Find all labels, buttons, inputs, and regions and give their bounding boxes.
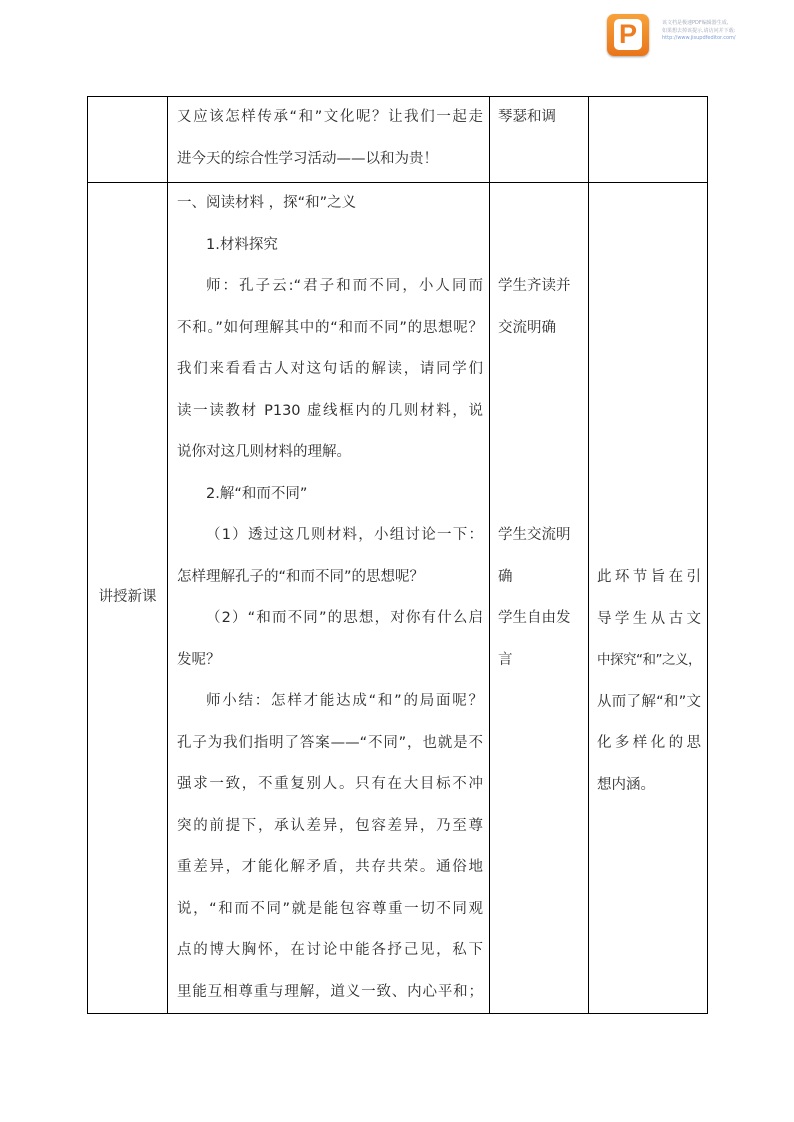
text-line: 点的博大胸怀，在讨论中能各抒己见，私下 [177, 942, 483, 958]
watermark-notice [662, 20, 792, 43]
text-line: （1）透过这几则材料，小组讨论一下： [206, 527, 483, 543]
text-line: 发呢？ [177, 651, 221, 668]
student-activity-text: 交流明确 [498, 319, 556, 336]
design-intent-text: 导学生从古文 [597, 610, 701, 627]
subheading-interpret: 2.解“和而不同” [206, 485, 308, 502]
table-row [88, 183, 708, 1014]
student-activity-text: 确 [498, 568, 513, 585]
subheading-materials: 1.材料探究 [206, 236, 278, 253]
student-activity-cell [490, 183, 589, 1014]
section-label: 讲授新课 [98, 589, 157, 606]
content-cell [168, 183, 490, 1014]
text-line: 重差异，才能化解矛盾，共存共荣。通俗地 [177, 859, 483, 875]
label-cell-empty [88, 97, 168, 183]
text-line: 说你对这几则材料的理解。 [177, 444, 351, 460]
text-line: 读一读教材 P130 虚线框内的几则材料，说 [177, 402, 483, 419]
student-activity-text: 学生齐读并 [498, 278, 571, 294]
design-intent-cell-empty [589, 97, 708, 183]
text-line: 我们来看看古人对这句话的解读，请同学们 [177, 361, 483, 377]
design-intent-text: 中探究“和”之义， [597, 652, 701, 668]
text-line: 怎样理解孔子的“和而不同”的思想呢？ [177, 568, 425, 585]
content-cell [168, 97, 490, 183]
text-line: 又应该怎样传承“和”文化呢？让我们一起走 [177, 109, 483, 125]
design-intent-cell [589, 183, 708, 1014]
text-line: 师：孔子云:“君子和而不同，小人同而 [206, 278, 483, 294]
watermark-line-2: 如果想去掉该提示,请访问并下载: [662, 27, 736, 34]
student-activity-text: 学生自由发 [498, 610, 571, 626]
text-line: 里能互相尊重与理解，道义一致、内心平和； [177, 983, 483, 1000]
student-activity-text: 琴瑟和调 [498, 109, 556, 125]
pdf-editor-logo-icon [607, 14, 649, 56]
text-line: （2）“和而不同”的思想，对你有什么启 [206, 610, 483, 626]
student-activity-text: 言 [498, 651, 513, 668]
text-line: 强求一致，不重复别人。只有在大目标不冲 [177, 776, 483, 792]
design-intent-text: 化多样化的思 [597, 735, 701, 751]
text-line: 说，“和而不同”就是能包容尊重一切不同观 [177, 900, 483, 917]
design-intent-text: 从而了解“和”文 [597, 693, 701, 710]
watermark-url-link[interactable]: http://www.jisupdfeditor.com/ [662, 35, 736, 41]
student-activity-cell [490, 97, 589, 183]
text-line: 孔子为我们指明了答案——“不同”，也就是不 [177, 734, 483, 751]
watermark-line-1: 该文档是极速PDF编辑器生成, [662, 20, 729, 26]
text-line: 突的前提下，承认差异，包容差异，乃至尊 [177, 817, 483, 834]
text-line: 进今天的综合性学习活动——以和为贵！ [177, 150, 438, 167]
table-row [88, 97, 708, 183]
text-line: 师小结：怎样才能达成“和”的局面呢？ [206, 693, 483, 709]
section-heading: 一、阅读材料 ，探“和”之义 [177, 195, 357, 211]
logo-letter: P [614, 19, 642, 50]
lesson-plan-table [87, 96, 708, 1014]
design-intent-text: 此环节旨在引 [597, 569, 701, 585]
section-label-cell [88, 183, 168, 1014]
student-activity-text: 学生交流明 [498, 527, 571, 543]
design-intent-text: 想内涵。 [597, 776, 655, 793]
text-line: 不和。”如何理解其中的“和而不同”的思想呢？ [177, 319, 483, 336]
